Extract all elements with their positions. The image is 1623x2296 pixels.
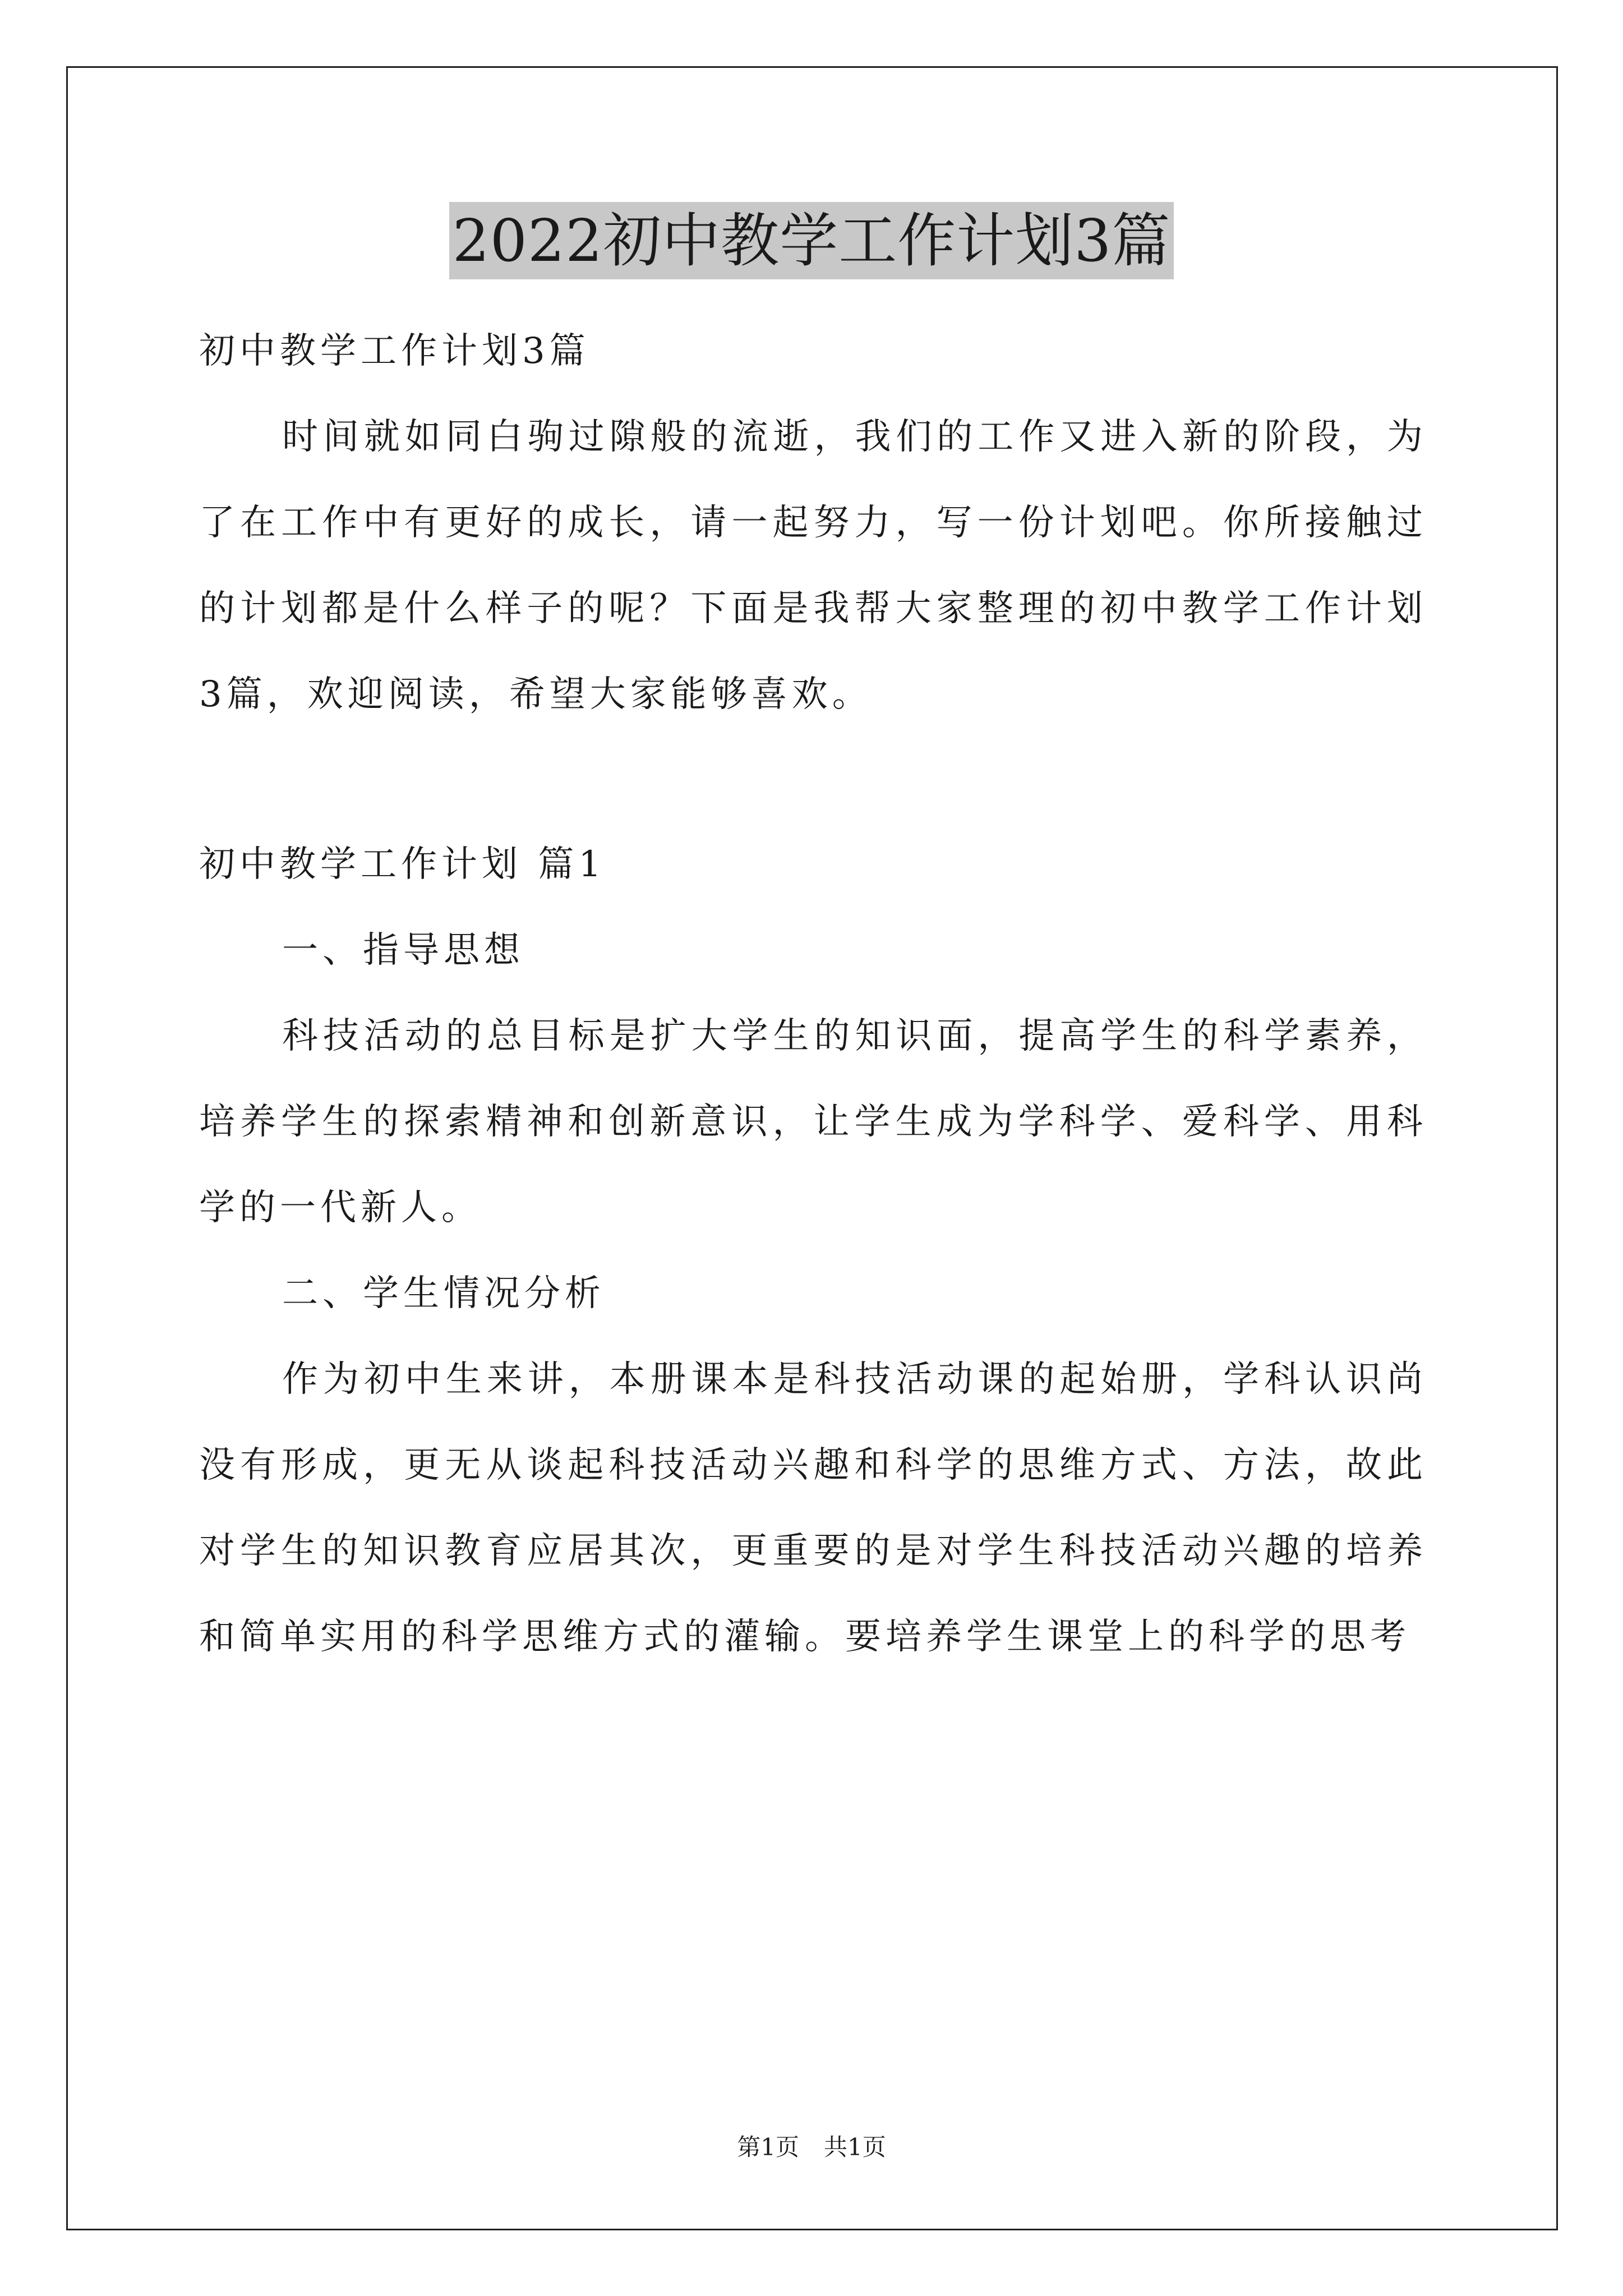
- heading-guiding-thought: 一、指导思想: [282, 930, 524, 971]
- page-footer: [0, 2131, 1623, 2164]
- paragraph-student-analysis: 作为初中生来讲，本册课本是科技活动课的起始册，学科认识尚没有形成，更无从谈起科技活动兴趣和科学的思维方式、方法，故此对学生的知识教育应居其次，更重要的是对学生科技活动兴趣的培养和简单实用的科学思维方式的灌输。要培养学生课堂上的科学的思考: [199, 1359, 1427, 1658]
- page-number-total: 共1页: [824, 2133, 886, 2161]
- section-spacer: [199, 738, 1427, 822]
- title-container: [0, 202, 1623, 279]
- page-number-current: 第1页: [737, 2133, 799, 2161]
- intro-paragraph: 时间就如同白驹过隙般的流逝，我们的工作又进入新的阶段，为了在工作中有更好的成长，请一起努力，写一份计划吧。你所接触过的计划都是什么样子的呢？下面是我帮大家整理的初中教学工作计划3篇，欢迎阅读，希望大家能够喜欢。: [199, 416, 1427, 715]
- document-body: [199, 309, 1427, 1680]
- section-title: 初中教学工作计划 篇1: [199, 844, 606, 885]
- document-title: 2022初中教学工作计划3篇: [449, 202, 1174, 279]
- document-subtitle: 初中教学工作计划3篇: [199, 330, 590, 372]
- heading-student-analysis: 二、学生情况分析: [282, 1273, 605, 1314]
- paragraph-guiding-thought: 科技活动的总目标是扩大学生的知识面，提高学生的科学素养，培养学生的探索精神和创新意识，让学生成为学科学、爱科学、用科学的一代新人。: [199, 1015, 1427, 1228]
